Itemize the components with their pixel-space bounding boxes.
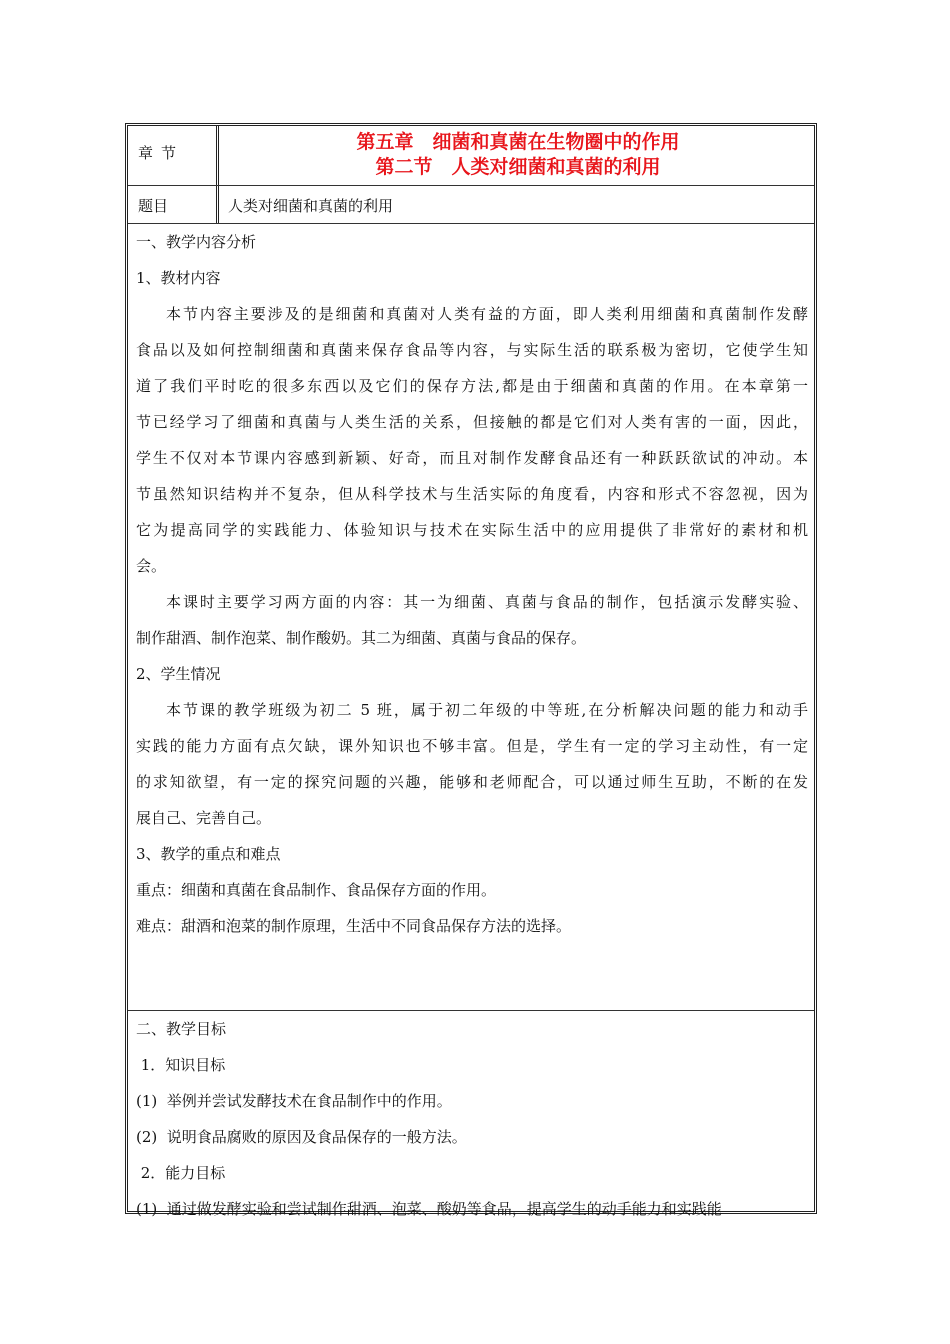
knowledge-goal-title: 1．知识目标 — [136, 1056, 226, 1074]
ability-goal-title: 2．能力目标 — [136, 1164, 226, 1182]
subheading-students: 2、学生情况 — [136, 665, 221, 683]
difficult-point: 难点：甜酒和泡菜的制作原理，生活中不同食品保存方法的选择。 — [136, 917, 572, 935]
paragraph-line: 它为提高同学的实践能力、体验知识与技术在实际生活中的应用提供了非常好的素材和机 — [136, 521, 808, 539]
paragraph-line: 节虽然知识结构并不复杂，但从科学技术与生活实际的角度看，内容和形式不容忽视，因为 — [136, 485, 808, 503]
chapter-row — [128, 126, 814, 186]
paragraph-lesson-content — [136, 584, 808, 656]
paragraph-line: 节已经学习了细菌和真菌与人类生活的关系，但接触的都是它们对人类有害的一面，因此， — [136, 413, 808, 431]
key-point: 重点：细菌和真菌在食品制作、食品保存方面的作用。 — [136, 881, 497, 899]
knowledge-goal-item: (2) 说明食品腐败的原因及食品保存的一般方法。 — [136, 1128, 467, 1146]
paragraph-students — [136, 692, 808, 836]
paragraph-textbook-content — [136, 296, 808, 584]
column-divider — [216, 126, 219, 185]
subheading-textbook: 1、教材内容 — [136, 269, 221, 287]
paragraph-line: 本课时主要学习两方面的内容：其一为细菌、真菌与食品的制作，包括演示发酵实验、 — [166, 593, 808, 611]
paragraph-line: 展自己、完善自己。 — [136, 809, 272, 827]
paragraph-line: 学生不仅对本节课内容感到新颖、好奇，而且对制作发酵食品还有一种跃跃欲试的冲动。本 — [136, 449, 808, 467]
paragraph-line: 的求知欲望，有一定的探究问题的兴趣，能够和老师配合，可以通过师生互助，不断的在发 — [136, 773, 808, 791]
paragraph-line: 实践的能力方面有点欠缺，课外知识也不够丰富。但是，学生有一定的学习主动性，有一定 — [136, 737, 808, 755]
topic-value: 人类对细菌和真菌的利用 — [228, 197, 394, 215]
paragraph-line: 食品以及如何控制细菌和真菌来保存食品等内容，与实际生活的联系极为密切，它使学生知 — [136, 341, 808, 359]
ability-goal-item: (1) 通过做发酵实验和尝试制作甜酒、泡菜、酸奶等食品，提高学生的动手能力和实践能 — [136, 1200, 722, 1218]
paragraph-line: 制作甜酒、制作泡菜、制作酸奶。其二为细菌、真菌与食品的保存。 — [136, 629, 587, 647]
lesson-plan-table — [125, 123, 817, 1218]
section-heading: 一、教学内容分析 — [136, 233, 257, 251]
content-analysis-section — [128, 224, 814, 1011]
paragraph-line: 道了我们平时吃的很多东西以及它们的保存方法,都是由于细菌和真菌的作用。在本章第一 — [136, 377, 808, 395]
section-heading: 二、教学目标 — [136, 1020, 227, 1038]
paragraph-line: 会。 — [136, 557, 167, 575]
chapter-title — [222, 130, 814, 180]
paragraph-line: 本节内容主要涉及的是细菌和真菌对人类有益的方面，即人类利用细菌和真菌制作发酵 — [166, 305, 808, 323]
column-divider — [216, 186, 219, 223]
topic-row — [128, 186, 814, 224]
chapter-title-line-2: 第二节 人类对细菌和真菌的利用 — [375, 156, 661, 178]
chapter-title-line-1: 第五章 细菌和真菌在生物圈中的作用 — [356, 131, 680, 153]
subheading-key-points: 3、教学的重点和难点 — [136, 845, 281, 863]
paragraph-line: 本节课的教学班级为初二 5 班，属于初二年级的中等班,在分析解决问题的能力和动手 — [166, 701, 808, 719]
chapter-label: 章节 — [138, 144, 185, 162]
knowledge-goal-item: (1) 举例并尝试发酵技术在食品制作中的作用。 — [136, 1092, 452, 1110]
teaching-goals-section — [128, 1011, 814, 1218]
topic-label: 题目 — [138, 197, 169, 215]
